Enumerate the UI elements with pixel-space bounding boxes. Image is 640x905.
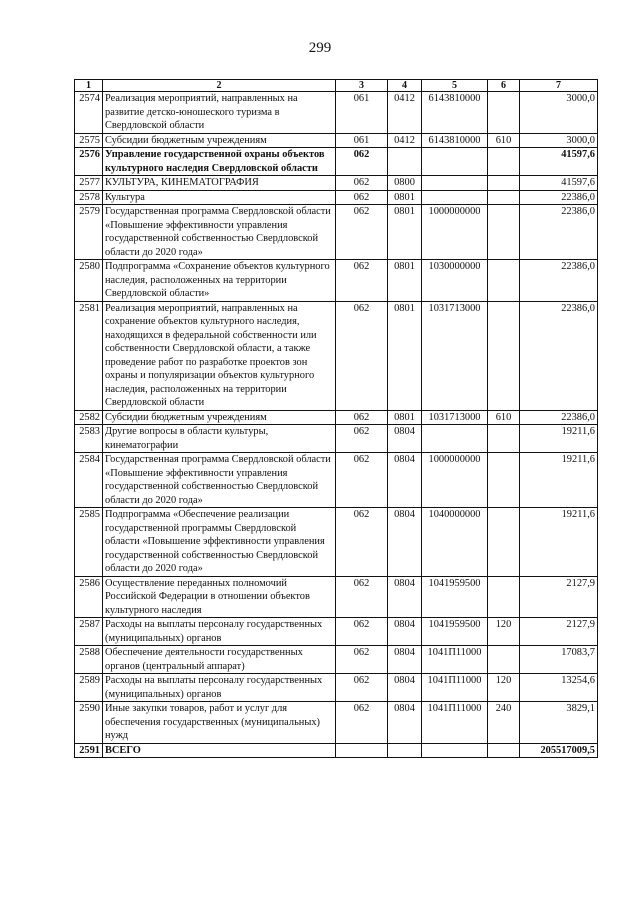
table-row <box>75 260 598 302</box>
row-target-code-cell <box>422 743 488 758</box>
row-ministry-code-cell: 062 <box>336 205 388 260</box>
row-name-cell: Другие вопросы в области культуры, кинематографии <box>103 425 336 453</box>
row-ministry-code-cell: 062 <box>336 702 388 744</box>
row-amount-cell: 3000,0 <box>520 133 598 148</box>
row-ministry-code-cell: 062 <box>336 425 388 453</box>
row-amount-cell: 3000,0 <box>520 92 598 134</box>
row-target-code-cell: 6143810000 <box>422 92 488 134</box>
row-ministry-code-cell: 062 <box>336 260 388 302</box>
row-section-code-cell: 0804 <box>388 646 422 674</box>
table-row <box>75 205 598 260</box>
row-section-code-cell: 0804 <box>388 702 422 744</box>
row-expense-type-cell <box>488 646 520 674</box>
row-expense-type-cell: 610 <box>488 410 520 425</box>
row-name-cell: Управление государственной охраны объектов культурного наследия Свердловской области <box>103 148 336 176</box>
table-row <box>75 92 598 134</box>
row-number-cell: 2588 <box>75 646 103 674</box>
row-section-code-cell: 0804 <box>388 576 422 618</box>
row-target-code-cell: 1031713000 <box>422 301 488 410</box>
row-section-code-cell <box>388 148 422 176</box>
row-ministry-code-cell: 062 <box>336 301 388 410</box>
row-ministry-code-cell: 061 <box>336 92 388 134</box>
row-number-cell: 2586 <box>75 576 103 618</box>
row-section-code-cell: 0800 <box>388 176 422 191</box>
row-target-code-cell: 1000000000 <box>422 205 488 260</box>
table-row <box>75 176 598 191</box>
row-section-code-cell: 0412 <box>388 92 422 134</box>
row-target-code-cell: 6143810000 <box>422 133 488 148</box>
row-expense-type-cell <box>488 92 520 134</box>
row-number-cell: 2582 <box>75 410 103 425</box>
row-name-cell: Государственная программа Свердловской области «Повышение эффективности управления государственной собственностью Свердловской области до 2020 года» <box>103 205 336 260</box>
row-expense-type-cell <box>488 453 520 508</box>
table-row <box>75 646 598 674</box>
row-expense-type-cell <box>488 425 520 453</box>
row-number-cell: 2574 <box>75 92 103 134</box>
row-target-code-cell: 1040000000 <box>422 508 488 577</box>
table-row <box>75 743 598 758</box>
row-ministry-code-cell: 062 <box>336 410 388 425</box>
row-target-code-cell: 1041П11000 <box>422 702 488 744</box>
row-number-cell: 2584 <box>75 453 103 508</box>
row-name-cell: КУЛЬТУРА, КИНЕМАТОГРАФИЯ <box>103 176 336 191</box>
row-target-code-cell: 1041959500 <box>422 618 488 646</box>
row-name-cell: Государственная программа Свердловской области «Повышение эффективности управления государственной собственностью Свердловской области до 2020 года» <box>103 453 336 508</box>
row-name-cell: Субсидии бюджетным учреждениям <box>103 133 336 148</box>
row-section-code-cell: 0804 <box>388 425 422 453</box>
row-section-code-cell: 0804 <box>388 453 422 508</box>
row-ministry-code-cell: 061 <box>336 133 388 148</box>
row-number-cell: 2579 <box>75 205 103 260</box>
row-ministry-code-cell: 062 <box>336 148 388 176</box>
row-number-cell: 2587 <box>75 618 103 646</box>
table-row <box>75 190 598 205</box>
row-section-code-cell: 0804 <box>388 508 422 577</box>
header-col-2: 2 <box>103 80 336 92</box>
page-number: 299 <box>308 40 332 56</box>
row-amount-cell: 17083,7 <box>520 646 598 674</box>
row-ministry-code-cell: 062 <box>336 576 388 618</box>
row-target-code-cell: 1030000000 <box>422 260 488 302</box>
row-ministry-code-cell: 062 <box>336 508 388 577</box>
table-row <box>75 453 598 508</box>
table-row <box>75 410 598 425</box>
row-number-cell: 2577 <box>75 176 103 191</box>
row-expense-type-cell: 610 <box>488 133 520 148</box>
row-number-cell: 2575 <box>75 133 103 148</box>
row-name-cell: Реализация мероприятий, направленных на сохранение объектов культурного наследия, находящихся в федеральной собственности или собственности Свердловской области, а также проведение работ по разработке проектов зон охраны и популяризации объектов культурного наследия, расположенных на территории Свердловской области <box>103 301 336 410</box>
row-ministry-code-cell: 062 <box>336 453 388 508</box>
row-target-code-cell <box>422 190 488 205</box>
table-header-row <box>75 80 598 92</box>
row-ministry-code-cell <box>336 743 388 758</box>
table-row <box>75 425 598 453</box>
row-amount-cell: 22386,0 <box>520 260 598 302</box>
row-amount-cell: 13254,6 <box>520 674 598 702</box>
row-expense-type-cell: 120 <box>488 674 520 702</box>
row-section-code-cell <box>388 743 422 758</box>
row-name-cell: ВСЕГО <box>103 743 336 758</box>
header-col-3: 3 <box>336 80 388 92</box>
row-expense-type-cell <box>488 205 520 260</box>
row-amount-cell: 22386,0 <box>520 205 598 260</box>
row-number-cell: 2580 <box>75 260 103 302</box>
row-section-code-cell: 0804 <box>388 618 422 646</box>
table-row <box>75 508 598 577</box>
header-col-4: 4 <box>388 80 422 92</box>
row-expense-type-cell <box>488 190 520 205</box>
row-amount-cell: 19211,6 <box>520 453 598 508</box>
header-col-1: 1 <box>75 80 103 92</box>
table-row <box>75 133 598 148</box>
row-expense-type-cell <box>488 260 520 302</box>
row-amount-cell: 19211,6 <box>520 425 598 453</box>
row-number-cell: 2589 <box>75 674 103 702</box>
row-number-cell: 2591 <box>75 743 103 758</box>
row-amount-cell: 19211,6 <box>520 508 598 577</box>
table-row <box>75 148 598 176</box>
row-expense-type-cell <box>488 508 520 577</box>
row-name-cell: Расходы на выплаты персоналу государственных (муниципальных) органов <box>103 618 336 646</box>
row-name-cell: Подпрограмма «Обеспечение реализации государственной программы Свердловской области «Повышение эффективности управления государственной собственностью Свердловской области до 2020 года» <box>103 508 336 577</box>
table-row <box>75 618 598 646</box>
row-name-cell: Культура <box>103 190 336 205</box>
row-expense-type-cell <box>488 301 520 410</box>
table-row <box>75 576 598 618</box>
row-number-cell: 2583 <box>75 425 103 453</box>
row-amount-cell: 2127,9 <box>520 576 598 618</box>
row-amount-cell: 22386,0 <box>520 410 598 425</box>
row-name-cell: Субсидии бюджетным учреждениям <box>103 410 336 425</box>
budget-table <box>74 79 598 758</box>
row-name-cell: Реализация мероприятий, направленных на развитие детско-юношеского туризма в Свердловской области <box>103 92 336 134</box>
row-name-cell: Расходы на выплаты персоналу государственных (муниципальных) органов <box>103 674 336 702</box>
row-amount-cell: 22386,0 <box>520 190 598 205</box>
row-expense-type-cell <box>488 148 520 176</box>
row-target-code-cell <box>422 148 488 176</box>
row-expense-type-cell <box>488 176 520 191</box>
row-ministry-code-cell: 062 <box>336 646 388 674</box>
table-row <box>75 301 598 410</box>
row-section-code-cell: 0801 <box>388 190 422 205</box>
row-ministry-code-cell: 062 <box>336 190 388 205</box>
row-ministry-code-cell: 062 <box>336 176 388 191</box>
row-number-cell: 2576 <box>75 148 103 176</box>
row-name-cell: Иные закупки товаров, работ и услуг для обеспечения государственных (муниципальных) нужд <box>103 702 336 744</box>
row-target-code-cell <box>422 425 488 453</box>
row-amount-cell: 2127,9 <box>520 618 598 646</box>
table-row <box>75 674 598 702</box>
row-section-code-cell: 0801 <box>388 301 422 410</box>
row-expense-type-cell <box>488 743 520 758</box>
header-col-7: 7 <box>520 80 598 92</box>
row-number-cell: 2590 <box>75 702 103 744</box>
row-ministry-code-cell: 062 <box>336 618 388 646</box>
row-name-cell: Осуществление переданных полномочий Российской Федерации в отношении объектов культурного наследия <box>103 576 336 618</box>
row-section-code-cell: 0804 <box>388 674 422 702</box>
header-col-5: 5 <box>422 80 488 92</box>
row-amount-cell: 22386,0 <box>520 301 598 410</box>
row-expense-type-cell <box>488 576 520 618</box>
row-target-code-cell: 1041П11000 <box>422 646 488 674</box>
row-amount-cell: 205517009,5 <box>520 743 598 758</box>
row-amount-cell: 41597,6 <box>520 148 598 176</box>
row-section-code-cell: 0801 <box>388 410 422 425</box>
row-target-code-cell: 1000000000 <box>422 453 488 508</box>
row-expense-type-cell: 240 <box>488 702 520 744</box>
row-target-code-cell: 1041П11000 <box>422 674 488 702</box>
row-target-code-cell <box>422 176 488 191</box>
row-section-code-cell: 0801 <box>388 205 422 260</box>
row-amount-cell: 3829,1 <box>520 702 598 744</box>
row-name-cell: Подпрограмма «Сохранение объектов культурного наследия, расположенных на территории Свердловской области» <box>103 260 336 302</box>
row-target-code-cell: 1031713000 <box>422 410 488 425</box>
row-target-code-cell: 1041959500 <box>422 576 488 618</box>
table-row <box>75 702 598 744</box>
row-ministry-code-cell: 062 <box>336 674 388 702</box>
row-section-code-cell: 0801 <box>388 260 422 302</box>
header-col-6: 6 <box>488 80 520 92</box>
row-expense-type-cell: 120 <box>488 618 520 646</box>
row-name-cell: Обеспечение деятельности государственных органов (центральный аппарат) <box>103 646 336 674</box>
row-number-cell: 2578 <box>75 190 103 205</box>
row-number-cell: 2581 <box>75 301 103 410</box>
table-body <box>75 92 598 758</box>
row-section-code-cell: 0412 <box>388 133 422 148</box>
row-amount-cell: 41597,6 <box>520 176 598 191</box>
row-number-cell: 2585 <box>75 508 103 577</box>
